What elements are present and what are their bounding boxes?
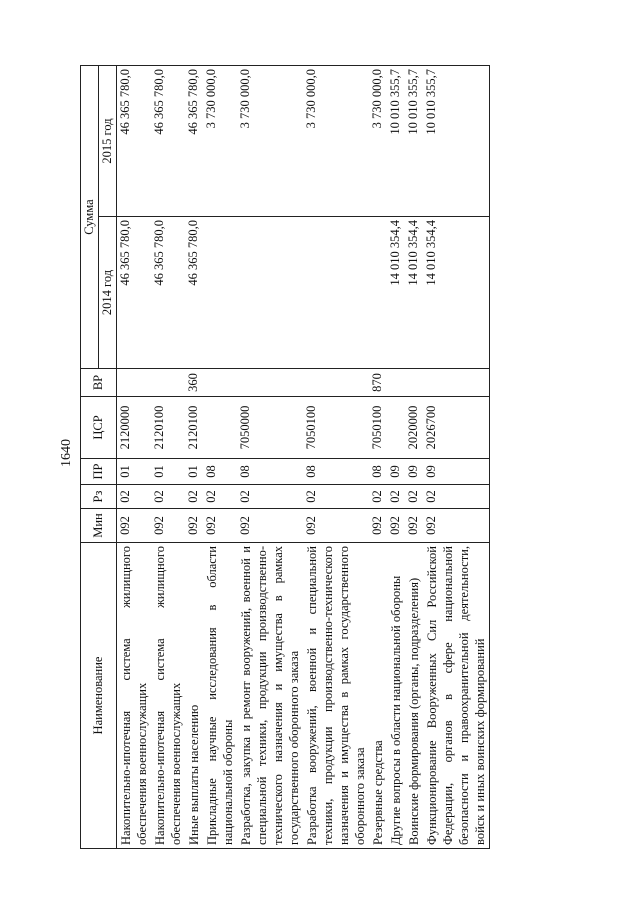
row-sum-2014: 14 010 354,4	[387, 217, 405, 369]
row-pr: 08	[237, 459, 303, 485]
table-row	[151, 66, 185, 849]
row-name: Накопительно-ипотечная система жилищного обеспечения военнослужащих	[151, 543, 185, 849]
header-name: Наименование	[81, 543, 117, 849]
row-min: 092	[405, 509, 423, 543]
row-rz: 02	[387, 485, 405, 509]
row-rz: 02	[405, 485, 423, 509]
row-sum-2015: 3 730 000,0	[203, 66, 237, 217]
row-pr: 08	[303, 459, 369, 485]
row-vr	[405, 369, 423, 397]
header-sum: Сумма	[81, 66, 99, 369]
row-min: 092	[303, 509, 369, 543]
row-sum-2014: 14 010 354,4	[423, 217, 490, 369]
row-min: 092	[151, 509, 185, 543]
row-min: 092	[203, 509, 237, 543]
table-row	[405, 66, 423, 849]
row-pr: 09	[387, 459, 405, 485]
row-vr	[303, 369, 369, 397]
row-sum-2014	[237, 217, 303, 369]
table-row	[117, 66, 152, 849]
row-name: Прикладные научные исследования в области национальной обороны	[203, 543, 237, 849]
row-pr: 01	[151, 459, 185, 485]
row-name: Иные выплаты населению	[185, 543, 203, 849]
row-vr	[117, 369, 152, 397]
row-name: Разработка вооружений, военной и специальной техники, продукции производственно-технического назначения и имущества в рамках государственного оборонного заказа	[303, 543, 369, 849]
row-csr: 2026700	[423, 397, 490, 459]
header-year-2014: 2014 год	[99, 217, 117, 369]
row-csr	[387, 397, 405, 459]
row-vr: 870	[369, 369, 387, 397]
row-csr: 7050000	[237, 397, 303, 459]
header-year-2015: 2015 год	[99, 66, 117, 217]
row-rz: 02	[369, 485, 387, 509]
table-row	[303, 66, 369, 849]
row-sum-2014: 46 365 780,0	[117, 217, 152, 369]
header-row	[81, 66, 99, 849]
row-csr: 7050100	[369, 397, 387, 459]
header-min: Мин	[81, 509, 117, 543]
row-name: Разработка, закупка и ремонт вооружений, военной и специальной техники, продукции производственно-технического назначения и имущества в рамках государственного оборонного заказа	[237, 543, 303, 849]
row-pr: 08	[369, 459, 387, 485]
row-sum-2014	[303, 217, 369, 369]
table-row	[369, 66, 387, 849]
row-csr: 7050100	[303, 397, 369, 459]
row-vr: 360	[185, 369, 203, 397]
row-rz: 02	[423, 485, 490, 509]
row-sum-2015: 3 730 000,0	[237, 66, 303, 217]
row-sum-2014: 46 365 780,0	[185, 217, 203, 369]
header-vr: ВР	[81, 369, 117, 397]
row-min: 092	[185, 509, 203, 543]
row-min: 092	[423, 509, 490, 543]
row-sum-2014: 14 010 354,4	[405, 217, 423, 369]
row-rz: 02	[151, 485, 185, 509]
row-sum-2015: 10 010 355,7	[405, 66, 423, 217]
row-name: Накопительно-ипотечная система жилищного обеспечения военнослужащих	[117, 543, 152, 849]
row-csr: 2020000	[405, 397, 423, 459]
row-pr: 08	[203, 459, 237, 485]
row-csr: 2120100	[185, 397, 203, 459]
row-rz: 02	[185, 485, 203, 509]
table-row	[423, 66, 490, 849]
row-pr: 01	[117, 459, 152, 485]
row-sum-2015: 46 365 780,0	[117, 66, 152, 217]
row-sum-2015: 10 010 355,7	[387, 66, 405, 217]
row-sum-2015: 10 010 355,7	[423, 66, 490, 217]
row-vr	[423, 369, 490, 397]
row-sum-2014: 46 365 780,0	[151, 217, 185, 369]
row-name: Другие вопросы в области национальной обороны	[387, 543, 405, 849]
row-sum-2014	[369, 217, 387, 369]
row-vr	[237, 369, 303, 397]
row-sum-2014	[203, 217, 237, 369]
header-csr: ЦСР	[81, 397, 117, 459]
row-name: Резервные средства	[369, 543, 387, 849]
row-min: 092	[117, 509, 152, 543]
row-min: 092	[237, 509, 303, 543]
header-rz: Рз	[81, 485, 117, 509]
row-sum-2015: 3 730 000,0	[303, 66, 369, 217]
row-sum-2015: 3 730 000,0	[369, 66, 387, 217]
row-name: Функционирование Вооруженных Сил Российской Федерации, органов в сфере национальной безопасности и правоохранительной деятельности, войск и иных воинских формирований	[423, 543, 490, 849]
table-row	[203, 66, 237, 849]
table-row	[237, 66, 303, 849]
budget-table	[80, 65, 490, 849]
row-rz: 02	[237, 485, 303, 509]
row-sum-2015: 46 365 780,0	[185, 66, 203, 217]
row-vr	[203, 369, 237, 397]
row-sum-2015: 46 365 780,0	[151, 66, 185, 217]
row-csr: 2120000	[117, 397, 152, 459]
row-rz: 02	[303, 485, 369, 509]
row-pr: 09	[423, 459, 490, 485]
row-rz: 02	[117, 485, 152, 509]
row-pr: 09	[405, 459, 423, 485]
row-csr: 2120100	[151, 397, 185, 459]
row-name: Воинские формирования (органы, подразделения)	[405, 543, 423, 849]
row-min: 092	[387, 509, 405, 543]
row-vr	[387, 369, 405, 397]
row-rz: 02	[203, 485, 237, 509]
header-pr: ПР	[81, 459, 117, 485]
row-csr	[203, 397, 237, 459]
row-pr: 01	[185, 459, 203, 485]
page-number: 1640	[59, 439, 74, 467]
table-row	[185, 66, 203, 849]
table-row	[387, 66, 405, 849]
row-min: 092	[369, 509, 387, 543]
row-vr	[151, 369, 185, 397]
